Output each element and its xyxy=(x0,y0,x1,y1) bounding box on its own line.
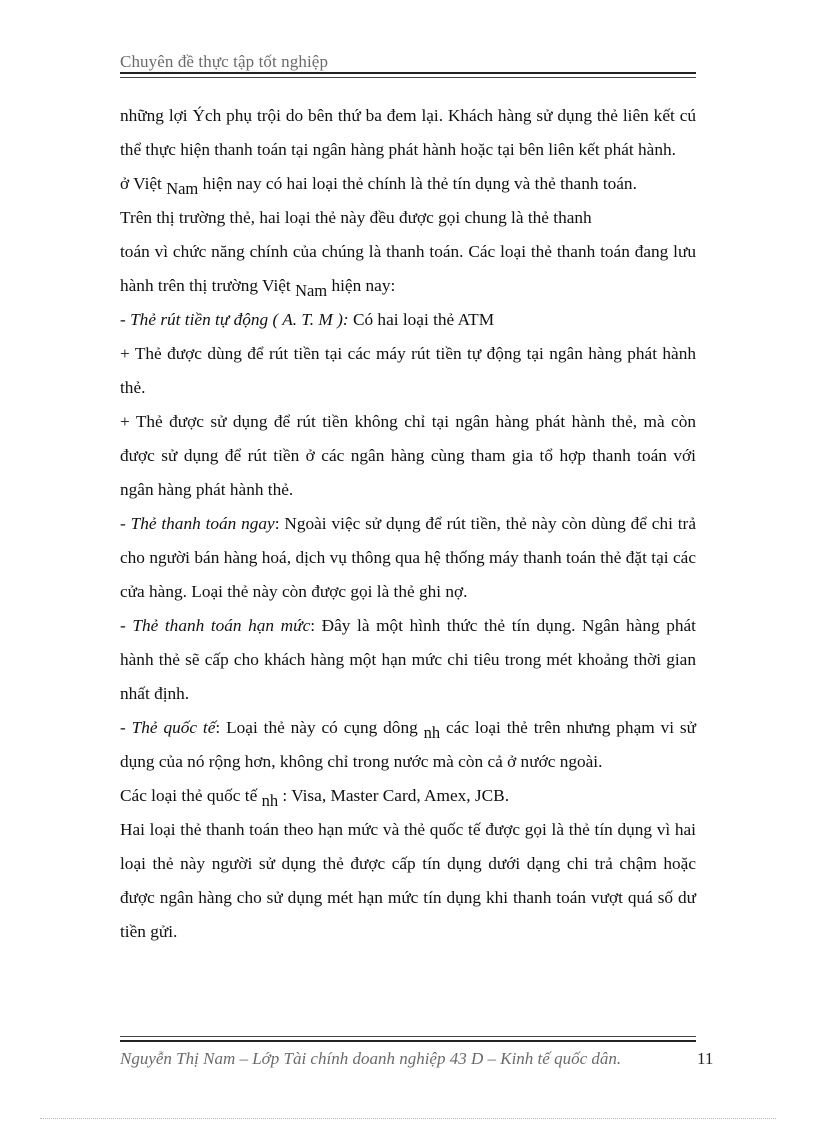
credit-limit-label: - Thẻ thanh toán hạn mức xyxy=(120,616,311,635)
text: : Đây là một hình thức thẻ tín dụng. Ngân hàng phát hành thẻ sẽ cấp cho khách hàng một hạn mức chi tiêu trong mét khoảng thời gian nhất định. xyxy=(120,616,696,703)
subscript-nam: Nam xyxy=(166,179,199,198)
paragraph-international xyxy=(120,711,696,779)
page-header-title: Chuyên đề thực tập tốt nghiệp xyxy=(120,52,329,71)
paragraph-market: Trên thị trường thẻ, hai loại thẻ này đều được gọi chung là thẻ thanh xyxy=(120,208,592,227)
page-edge-dotted-line xyxy=(40,1118,776,1119)
footer-rule-thin xyxy=(120,1036,696,1037)
paragraph-intro: những lợi Ých phụ trội do bên thứ ba đem lại. Khách hàng sử dụng thẻ liên kết cú thể thực hiện thanh toán tại ngân hàng phát hành hoặc tại bên liên kết phát hành. xyxy=(120,106,696,159)
paragraph-credit-limit xyxy=(120,609,696,711)
text: : Loại thẻ này có cụng dông xyxy=(215,718,424,737)
text: Có hai loại thẻ ATM xyxy=(348,310,495,329)
text: Các loại thẻ quốc tế xyxy=(120,786,262,805)
text: hiện nay: xyxy=(327,276,396,295)
text: toán vì chức năng chính của chúng là thanh toán. Các loại thẻ thanh toán đang lưu hành trên thị trường Việt xyxy=(120,242,696,295)
page-footer-text: Nguyễn Thị Nam – Lớp Tài chính doanh nghiệp 43 D – Kinh tế quốc dân. xyxy=(120,1049,622,1068)
page-number: 11 xyxy=(697,1049,714,1068)
paragraph-atm xyxy=(120,303,696,337)
text: : Visa, Master Card, Amex, JCB. xyxy=(278,786,510,805)
paragraph-card-types xyxy=(120,235,696,303)
paragraph-debit-card xyxy=(120,507,696,609)
subscript-nam: Nam xyxy=(295,281,328,300)
header-rule-thick xyxy=(120,72,696,74)
atm-label: - Thẻ rút tiền tự động ( A. T. M ): xyxy=(120,310,349,329)
text: các loại thẻ trên nhưng phạm vi sử dụng của nó rộng hơn, không chỉ trong nước mà còn cả ở nước ngoài. xyxy=(120,718,696,771)
paragraph-vietnam-cards xyxy=(120,167,696,201)
list-item-atm-2: + Thẻ được sử dụng để rút tiền không chỉ tại ngân hàng phát hành thẻ, mà còn được sử dụng để rút tiền ở các ngân hàng cùng tham gia tổ hợp thanh toán với ngân hàng phát hành thẻ. xyxy=(120,412,696,499)
text: : Ngoài việc sử dụng để rút tiền, thẻ này còn dùng để chi trả cho người bán hàng hoá, dịch vụ thông qua hệ thống máy thanh toán thẻ đặt tại các cửa hàng. Loại thẻ này còn được gọi là thẻ ghi nợ. xyxy=(120,514,696,601)
subscript-nh: nh xyxy=(261,791,279,810)
header-rule-thin xyxy=(120,77,696,78)
list-item-atm-1: + Thẻ được dùng để rút tiền tại các máy rút tiền tự động tại ngân hàng phát hành thẻ. xyxy=(120,344,696,397)
text: ở Việt xyxy=(120,174,167,193)
paragraph-conclusion: Hai loại thẻ thanh toán theo hạn mức và thẻ quốc tế được gọi là thẻ tín dụng vì hai loại thẻ này người sử dụng thẻ được cấp tín dụng dưới dạng chi trả chậm hoặc được ngân hàng cho sử dụng mét hạn mức tín dụng khi thanh toán vượt quá số dư tiền gửi. xyxy=(120,820,696,941)
debit-label: - Thẻ thanh toán ngay xyxy=(120,514,275,533)
document-body xyxy=(120,99,696,949)
subscript-nh: nh xyxy=(423,723,441,742)
international-label: - Thẻ quốc tế xyxy=(120,718,216,737)
text: hiện nay có hai loại thẻ chính là thẻ tín dụng và thẻ thanh toán. xyxy=(198,174,637,193)
footer-rule-thick xyxy=(120,1040,696,1042)
paragraph-international-brands xyxy=(120,779,696,813)
